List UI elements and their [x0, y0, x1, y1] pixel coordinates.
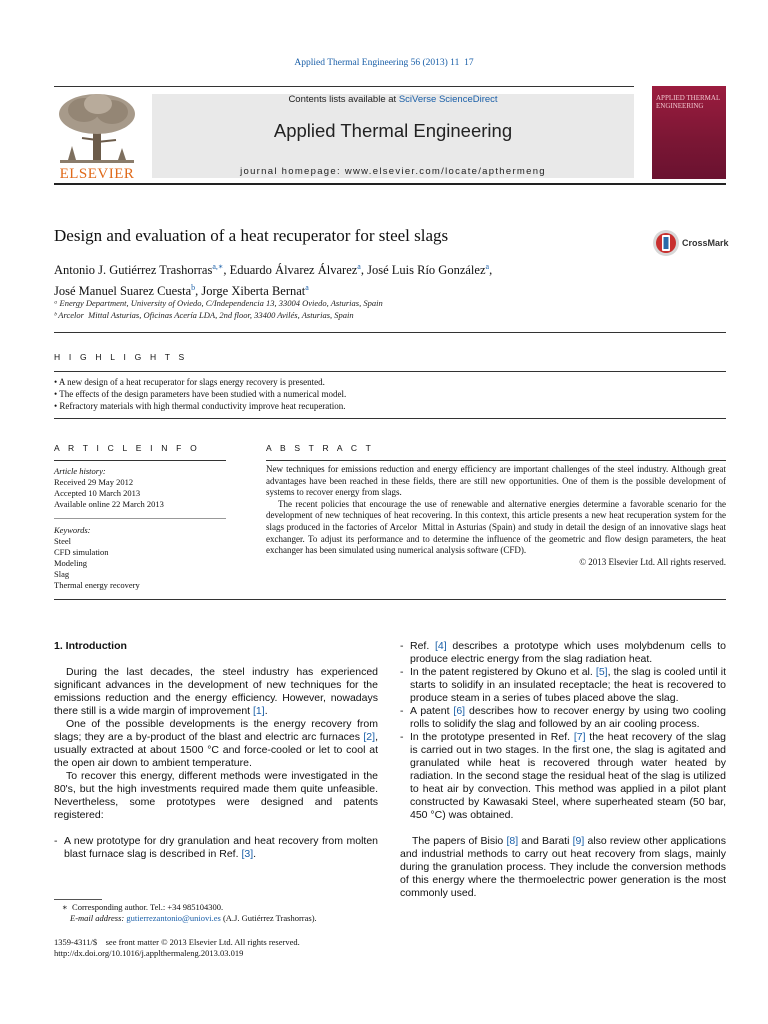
author-affiliation-mark[interactable]: a,∗	[212, 262, 224, 271]
author-affiliation-mark[interactable]: a	[357, 262, 361, 271]
elsevier-logo	[54, 90, 140, 180]
abstract-copyright: © 2013 Elsevier Ltd. All rights reserved.	[579, 556, 726, 567]
email-owner: (A.J. Gutiérrez Trashorras).	[220, 913, 317, 923]
divider	[54, 460, 226, 461]
highlight-item: • The effects of the design parameters have been studied with a numerical model.	[54, 389, 347, 399]
text: During the last decades, the steel industry has experienced significant advances in the development of new techniques for the emissions reduction and the energy efficiency. However, nowadays there still is a wide margin of improvement	[54, 666, 378, 717]
body-paragraph	[400, 835, 726, 900]
footnote-rule	[54, 899, 102, 900]
author-affiliation-mark[interactable]: a	[485, 262, 490, 271]
divider	[54, 599, 726, 600]
text: .	[253, 848, 257, 860]
header-bottom-rule	[54, 183, 726, 185]
header-top-rule	[54, 86, 634, 87]
text: and Barati	[518, 835, 573, 847]
article-info-heading: A R T I C L E I N F O	[54, 443, 200, 453]
author-name: , Eduardo Álvarez Álvarez	[223, 263, 358, 278]
journal-name: Applied Thermal Engineering	[273, 120, 513, 141]
highlights-heading: H I G H L I G H T S	[54, 352, 188, 362]
text: A new prototype for dry granulation and heat recovery from molten blast furnace slag is described in Ref.	[64, 835, 378, 860]
doi-link[interactable]: http://dx.doi.org/10.1016/j.applthermaleng.2013.03.019	[54, 948, 244, 958]
author-separator: ,	[489, 263, 493, 278]
journal-homepage[interactable]: journal homepage: www.elsevier.com/locate/apthermeng	[240, 166, 546, 177]
author-name: , José Luis Río González	[360, 263, 486, 278]
author-affiliation-mark[interactable]: a	[305, 283, 309, 293]
author-name: José Manuel Suarez Cuesta	[54, 284, 192, 299]
text: In the patent registered by Okuno et al.	[410, 666, 596, 678]
reference-link[interactable]: [3]	[241, 848, 254, 860]
author-list	[54, 258, 654, 300]
author-affiliation-mark[interactable]: b	[191, 283, 196, 293]
text: describes how to recover energy by using two cooling rolls to solidify the slag and followed by an air cooling process.	[410, 705, 726, 730]
journal-citation[interactable]: Applied Thermal Engineering 56 (2013) 11 17	[294, 58, 474, 68]
contents-line	[152, 94, 634, 105]
body-right-column	[400, 640, 726, 900]
tree-logo-icon	[54, 90, 140, 166]
history-accepted: Accepted 10 March 2013	[54, 488, 141, 498]
email-link[interactable]: gutierrezantonio@uniovi.es	[126, 913, 221, 923]
affiliation: ᵃ Energy Department, University of Oviedo, C/Independencia 13, 33004 Oviedo, Asturias, Spain	[54, 298, 383, 308]
email-label: E-mail address:	[70, 913, 127, 923]
sciencedirect-link[interactable]: SciVerse ScienceDirect	[398, 94, 498, 105]
reference-link[interactable]: [6]	[453, 705, 466, 717]
text: In the prototype presented in Ref.	[410, 731, 574, 743]
reference-link[interactable]: [8]	[506, 835, 519, 847]
text: Ref.	[410, 640, 435, 652]
text: One of the possible developments is the energy recovery from slags; they are a by-product of the blast and electric arc furnaces	[54, 718, 378, 743]
body-paragraph	[54, 718, 378, 770]
keyword: Slag	[54, 569, 70, 579]
abstract-body	[266, 464, 726, 568]
reference-link[interactable]: [7]	[573, 731, 586, 743]
text: , the slag is cooled until it starts to solidify in an insulated receptacle; the heat is recovered to produce steam in a series of tubes placed above the slag.	[410, 666, 726, 704]
issn-line: 1359-4311/$ see front matter © 2013 Elsevier Ltd. All rights reserved.	[54, 937, 300, 947]
body-paragraph	[54, 666, 378, 718]
body-paragraph: To recover this energy, different methods were investigated in the 80's, but the high investments required made them quite unfeasible. Nevertheless, some prototypes were designed and patents registered:	[54, 770, 378, 821]
author-name: , Jorge Xiberta Bernat	[195, 284, 306, 299]
abstract-heading: A B S T R A C T	[266, 443, 375, 453]
history-online: Available online 22 March 2013	[54, 499, 164, 509]
corresponding-author-note: ∗ Corresponding author. Tel.: +34 985104300.	[62, 902, 224, 912]
divider	[54, 371, 726, 372]
history-label: Article history:	[54, 466, 106, 476]
keywords-label: Keywords:	[54, 525, 91, 535]
keyword: Modeling	[54, 558, 88, 568]
divider	[54, 332, 726, 333]
reference-link[interactable]: [2]	[363, 731, 376, 743]
affiliation: ᵇ Arcelor Mittal Asturias, Oficinas Acería LDA, 2nd floor, 33400 Avilés, Asturias, Spain	[54, 310, 354, 320]
reference-link[interactable]: [4]	[435, 640, 447, 652]
crossmark-label: CrossMark	[682, 238, 729, 248]
history-received: Received 29 May 2012	[54, 477, 134, 487]
reference-link[interactable]: [5]	[595, 666, 608, 678]
text: , usually extracted at about 1500 °C and force-cooled or let to cool at the open air down to ambient temperature.	[54, 731, 378, 769]
paper-title: Design and evaluation of a heat recuperator for steel slags	[54, 226, 449, 245]
elsevier-wordmark: ELSEVIER	[59, 166, 135, 182]
cover-title: APPLIED THERMAL ENGINEERING	[656, 94, 720, 110]
keyword: Thermal energy recovery	[54, 580, 140, 590]
text: The papers of Bisio	[412, 835, 507, 847]
divider	[54, 418, 726, 419]
text: describes a prototype which uses molybdenum cells to produce electric energy from the slag radiation heat.	[410, 640, 726, 665]
highlight-item: • A new design of a heat recuperator for slags energy recovery is presented.	[54, 377, 325, 387]
section-heading-introduction: 1. Introduction	[54, 640, 127, 652]
list-item: - Ref. [4] describes a prototype which uses molybdenum cells to produce electric energy from the slag radiation heat.	[400, 640, 726, 665]
keyword: CFD simulation	[54, 547, 109, 557]
text: the heat recovery of the slag is carried out in two stages. In the first one, the slag is agitated and granulated while heat is recovered through water heated by radiation. In the second stage the residual heat of the slag is utilized to heat air by convection. This method was applied in a pilot plant constructed by Kawasaki Steel, where superheated steam (50 bar, 450 °C) was obtained.	[410, 731, 726, 821]
email-note	[70, 913, 317, 923]
crossmark-icon	[652, 228, 680, 258]
crossmark-badge[interactable]	[652, 228, 728, 262]
abstract-paragraph: New techniques for emissions reduction and energy efficiency are important challenges of the steel industry. Although great advantages have been reached in these fields, there are still new opportunities. One of them is the possible development of systems to recover energy from slags.	[266, 464, 726, 498]
list-item: - In the prototype presented in Ref. [7] the heat recovery of the slag is carried out in two stages. In the first one, the slag is agitated and granulated while heat is recovered through water heated by radiation. In the second stage the residual heat of the slag is utilized to heat air by convection. This method was applied in a pilot plant constructed by Kawasaki Steel, where superheated steam (50 bar, 450 °C) was obtained.	[400, 731, 726, 821]
keyword: Steel	[54, 536, 71, 546]
text: A patent	[410, 705, 454, 717]
abstract-paragraph: The recent policies that encourage the use of renewable and alternative energies determine a favorable scenario for the development of new techniques of heat recovering. In this context, this article presents a new heat recuperation system for the slags produced in the factories of Arcelor Mittal in Asturias (Spain) and study in detail the design of an innovative slags heat exchanger. To adjust its performance and to determine the influence of the geometric and flow design parameters, the heat exchanger has been simulated using numerical analysis software (CFD).	[266, 498, 726, 556]
divider	[266, 460, 726, 461]
reference-link[interactable]: [9]	[572, 835, 585, 847]
author-name: Antonio J. Gutiérrez Trashorras	[54, 263, 213, 278]
reference-link[interactable]: [1]	[253, 705, 265, 717]
highlight-item: • Refractory materials with high thermal conductivity improve heat recuperation.	[54, 401, 346, 411]
divider	[54, 518, 226, 519]
list-item: - In the patent registered by Okuno et al. [5], the slag is cooled until it starts to solidify in an insulated receptacle; the heat is recovered to produce steam in a series of tubes placed above the slag.	[400, 666, 726, 704]
body-left-column	[54, 640, 378, 861]
text: also review other applications and industrial methods to carry out heat recovery from slags, mainly during the granulation process. They include the conversion methods of this energy where the thermoelectric power generation is the most commonly used.	[400, 835, 726, 899]
list-item: - A new prototype for dry granulation and heat recovery from molten blast furnace slag is described in Ref. [3].	[54, 835, 378, 860]
text: .	[264, 705, 268, 717]
journal-cover-image[interactable]	[652, 86, 726, 179]
contents-prefix: Contents lists available at	[288, 94, 399, 105]
list-item: - A patent [6] describes how to recover energy by using two cooling rolls to solidify the slag and followed by an air cooling process.	[400, 705, 726, 730]
